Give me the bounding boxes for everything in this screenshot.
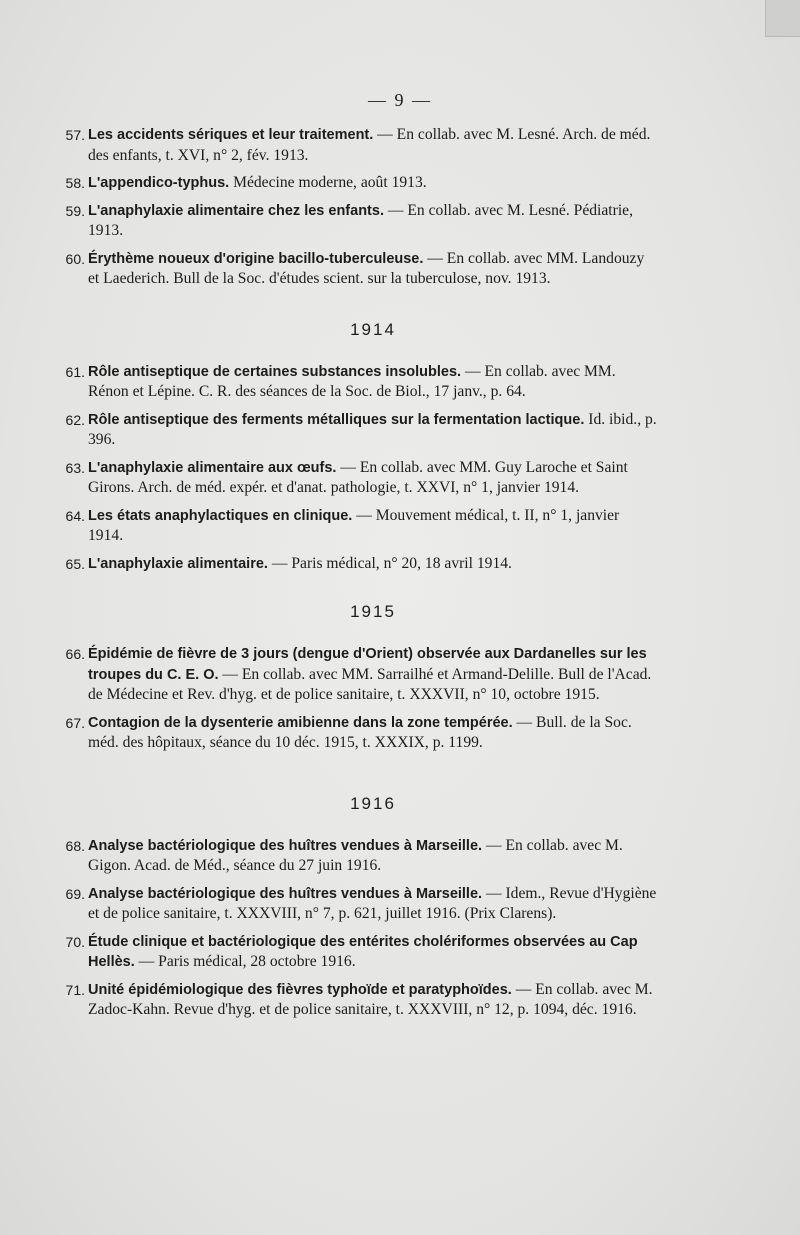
- entry-number: 66.: [65, 646, 85, 662]
- entry-title: L'anaphylaxie alimentaire.: [88, 555, 268, 572]
- section-1914: [65, 319, 658, 575]
- bibliography-entry: [65, 644, 658, 706]
- bibliography-entry: [65, 836, 658, 877]
- entry-number: 69.: [65, 885, 85, 902]
- entry-number: 67.: [65, 714, 85, 731]
- entry-reference: — Mouvement médical, t. II, n° 1, janvier 1914.: [88, 506, 620, 544]
- entry-number: 65.: [65, 555, 85, 572]
- entry-number: 58.: [65, 175, 85, 191]
- entry-number: 61.: [65, 363, 85, 380]
- bibliography-entry: [65, 410, 658, 451]
- year-heading: 1916: [350, 793, 396, 813]
- bibliography-entry: [65, 125, 658, 166]
- section-1913: [65, 125, 658, 290]
- bibliography-entry: [65, 458, 658, 499]
- bibliography-entry: [65, 362, 658, 403]
- bibliography-entry: [65, 980, 658, 1021]
- entry-number: 68.: [65, 837, 85, 854]
- entry-reference: Id. ibid., p. 396.: [88, 410, 657, 448]
- bibliography-entry: [65, 554, 658, 575]
- entry-reference: — En collab. avec MM. Landouzy et Laederich. Bull de la Soc. d'études scient. sur la tuberculose, nov. 1913.: [88, 249, 645, 287]
- bibliography-list: [65, 125, 658, 1028]
- entry-reference: — En collab. avec MM. Sarrailhé et Armand-Delille. Bull de l'Acad. de Médecine et Rev. d'hyg. et de police sanitaire, t. XXXVII, n° 10, octobre 1915.: [88, 665, 652, 703]
- entry-reference: — En collab. avec M. Gigon. Acad. de Méd., séance du 27 juin 1916.: [88, 836, 623, 874]
- entry-reference: — En collab. avec M. Lesné. Arch. de méd. des enfants, t. XVI, n° 2, fév. 1913.: [88, 126, 651, 164]
- entry-title: Rôle antiseptique de certaines substances insolubles.: [88, 363, 462, 380]
- bibliography-entry: [65, 932, 658, 973]
- entry-number: 57.: [65, 127, 85, 143]
- entry-title: Les accidents sériques et leur traitement.: [88, 127, 374, 143]
- year-heading: 1914: [350, 319, 396, 339]
- entry-title: L'anaphylaxie alimentaire chez les enfants.: [88, 202, 384, 219]
- entry-title: Épidémie de fièvre de 3 jours (dengue d'Orient) observée aux Dardanelles sur les troupes du C. E. O.: [88, 646, 647, 683]
- bibliography-entry: [65, 249, 658, 290]
- entry-reference: — En collab. avec MM. Rénon et Lépine. C. R. des séances de la Soc. de Biol., 17 janv., p. 64.: [88, 362, 616, 400]
- entry-reference: — En collab. avec MM. Guy Laroche et Saint Girons. Arch. de méd. expér. et d'anat. pathologie, t. XXVI, n° 1, janvier 1914.: [88, 458, 628, 496]
- entry-title: Rôle antiseptique des ferments métalliques sur la fermentation lactique.: [88, 411, 585, 428]
- entry-number: 60.: [65, 250, 85, 267]
- entry-title: Étude clinique et bactériologique des entérites cholériformes observées au Cap Hellès.: [88, 933, 638, 970]
- entry-title: Contagion de la dysenterie amibienne dans la zone tempérée.: [88, 714, 513, 731]
- entry-title: Les états anaphylactiques en clinique.: [88, 507, 353, 524]
- entry-title: L'appendico-typhus.: [88, 175, 230, 191]
- entry-reference: Médecine moderne, août 1913.: [229, 174, 427, 191]
- entry-number: 64.: [65, 507, 85, 524]
- page-corner: [765, 0, 800, 37]
- entry-reference: — Paris médical, n° 20, 18 avril 1914.: [267, 554, 512, 572]
- entry-reference: — Bull. de la Soc. méd. des hôpitaux, séance du 10 déc. 1915, t. XXXIX, p. 1199.: [88, 713, 632, 751]
- page-number: — 9 —: [368, 90, 432, 110]
- entry-title: L'anaphylaxie alimentaire aux œufs.: [88, 459, 337, 476]
- entry-title: Analyse bactériologique des huîtres vendues à Marseille.: [88, 885, 483, 902]
- bibliography-entry: [65, 201, 658, 242]
- section-1916: [65, 793, 658, 1021]
- entry-reference: — En collab. avec M. Zadoc-Kahn. Revue d'hyg. et de police sanitaire, t. XXXVIII, n° 12, p. 1094, déc. 1916.: [88, 980, 653, 1018]
- year-heading: 1915: [350, 602, 396, 621]
- section-1915: [65, 602, 658, 754]
- bibliography-entry: [65, 506, 658, 547]
- bibliography-entry: [65, 173, 658, 194]
- entry-reference: — Paris médical, 28 octobre 1916.: [134, 953, 356, 970]
- entry-title: Unité épidémiologique des fièvres typhoïde et paratyphoïdes.: [88, 981, 512, 998]
- entry-number: 62.: [65, 411, 85, 428]
- entry-number: 70.: [65, 933, 85, 950]
- entry-title: Analyse bactériologique des huîtres vendues à Marseille.: [88, 837, 483, 854]
- entry-number: 71.: [65, 981, 85, 998]
- bibliography-entry: [65, 884, 658, 925]
- entry-reference: — En collab. avec M. Lesné. Pédiatrie, 1913.: [88, 201, 633, 239]
- entry-reference: — Idem., Revue d'Hygiène et de police sanitaire, t. XXXVIII, n° 7, p. 621, juillet 1916. (Prix Clarens).: [88, 884, 657, 922]
- bibliography-entry: [65, 713, 658, 754]
- entry-title: Érythème noueux d'origine bacillo-tuberculeuse.: [88, 250, 424, 267]
- entry-number: 63.: [65, 459, 85, 476]
- entry-number: 59.: [65, 202, 85, 219]
